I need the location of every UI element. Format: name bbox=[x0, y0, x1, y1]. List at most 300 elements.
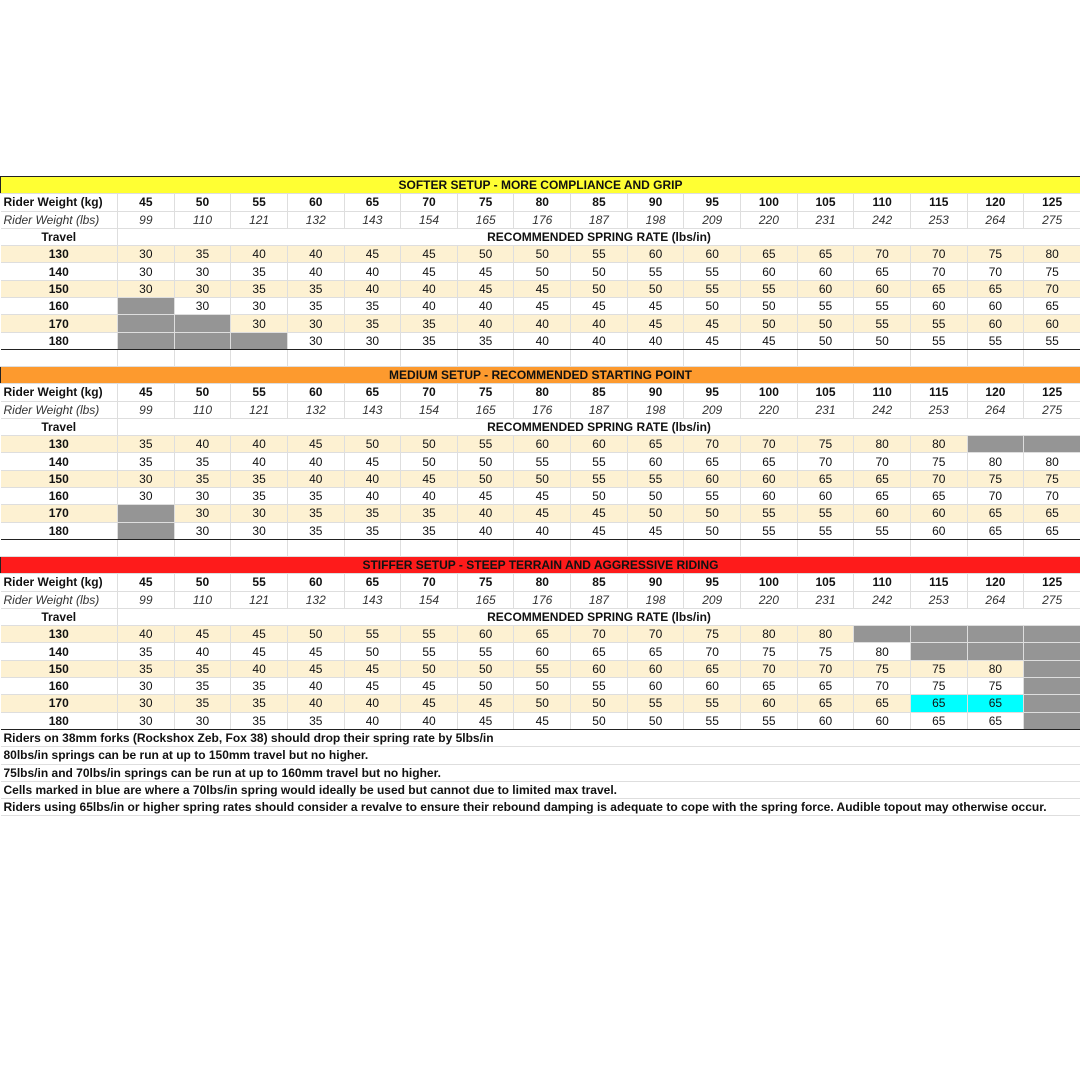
rate-cell: 75 bbox=[967, 246, 1024, 263]
rate-row bbox=[1, 488, 1080, 505]
rate-cell: 65 bbox=[797, 246, 854, 263]
rate-cell: 75 bbox=[1024, 263, 1080, 280]
spring-rate-sheet bbox=[0, 176, 1080, 816]
travel-header-row bbox=[1, 608, 1080, 625]
travel-value: 180 bbox=[1, 712, 118, 729]
rate-cell: 30 bbox=[118, 246, 175, 263]
rate-cell: 35 bbox=[231, 695, 288, 712]
rate-cell: 55 bbox=[684, 695, 741, 712]
rate-cell: 30 bbox=[118, 712, 175, 729]
travel-value: 160 bbox=[1, 488, 118, 505]
rate-cell: 55 bbox=[910, 332, 967, 349]
rate-cell: 65 bbox=[741, 453, 798, 470]
rate-cell: 80 bbox=[854, 643, 911, 660]
rate-cell: 45 bbox=[287, 643, 344, 660]
unavailable-cell bbox=[967, 643, 1024, 660]
weight-lbs-cell: 143 bbox=[344, 211, 401, 228]
rate-cell: 45 bbox=[514, 712, 571, 729]
empty-cell bbox=[627, 539, 684, 556]
unavailable-cell bbox=[967, 626, 1024, 643]
weight-lbs-cell: 143 bbox=[344, 591, 401, 608]
empty-cell bbox=[231, 349, 288, 366]
rate-cell: 55 bbox=[571, 246, 628, 263]
rate-cell: 35 bbox=[231, 488, 288, 505]
weight-kg-cell: 60 bbox=[287, 194, 344, 211]
rate-cell: 60 bbox=[514, 436, 571, 453]
rate-header: RECOMMENDED SPRING RATE (lbs/in) bbox=[118, 418, 1080, 435]
rate-cell: 35 bbox=[401, 315, 458, 332]
rate-cell: 40 bbox=[401, 298, 458, 315]
rate-cell: 30 bbox=[118, 470, 175, 487]
note-row bbox=[1, 799, 1080, 816]
rate-cell: 45 bbox=[344, 678, 401, 695]
rate-row bbox=[1, 678, 1080, 695]
rate-cell: 35 bbox=[231, 678, 288, 695]
rate-cell: 35 bbox=[287, 298, 344, 315]
rate-cell: 40 bbox=[287, 246, 344, 263]
rate-cell: 40 bbox=[174, 436, 231, 453]
rider-weight-lbs-label: Rider Weight (lbs) bbox=[1, 591, 118, 608]
rate-cell: 50 bbox=[571, 263, 628, 280]
rate-cell: 50 bbox=[627, 505, 684, 522]
rate-cell: 45 bbox=[514, 488, 571, 505]
rate-cell: 30 bbox=[231, 505, 288, 522]
section-title: SOFTER SETUP - MORE COMPLIANCE AND GRIP bbox=[1, 177, 1080, 194]
empty-cell bbox=[1024, 539, 1080, 556]
rate-row bbox=[1, 436, 1080, 453]
rate-cell: 45 bbox=[627, 315, 684, 332]
unavailable-cell bbox=[1024, 695, 1080, 712]
rate-cell: 35 bbox=[118, 643, 175, 660]
rate-cell: 30 bbox=[231, 298, 288, 315]
travel-value: 150 bbox=[1, 280, 118, 297]
rate-cell: 35 bbox=[118, 436, 175, 453]
rate-cell: 40 bbox=[231, 660, 288, 677]
weight-kg-cell: 60 bbox=[287, 384, 344, 401]
rate-cell: 55 bbox=[1024, 332, 1080, 349]
rate-cell: 80 bbox=[741, 626, 798, 643]
note-row bbox=[1, 764, 1080, 781]
rate-cell: 30 bbox=[118, 488, 175, 505]
rate-cell: 75 bbox=[967, 470, 1024, 487]
unavailable-cell bbox=[118, 522, 175, 539]
rate-cell: 60 bbox=[627, 453, 684, 470]
rate-cell: 60 bbox=[627, 246, 684, 263]
travel-value: 170 bbox=[1, 505, 118, 522]
weight-lbs-cell: 209 bbox=[684, 401, 741, 418]
rate-cell: 45 bbox=[457, 488, 514, 505]
rate-cell: 45 bbox=[514, 505, 571, 522]
rate-cell: 60 bbox=[797, 280, 854, 297]
rate-cell: 55 bbox=[797, 522, 854, 539]
weight-kg-cell: 75 bbox=[457, 384, 514, 401]
rate-cell: 50 bbox=[457, 678, 514, 695]
rate-cell: 30 bbox=[174, 488, 231, 505]
weight-lbs-cell: 110 bbox=[174, 591, 231, 608]
rate-cell: 50 bbox=[344, 643, 401, 660]
rate-cell: 65 bbox=[514, 626, 571, 643]
rate-cell: 40 bbox=[627, 332, 684, 349]
rate-cell: 50 bbox=[684, 522, 741, 539]
weight-lbs-cell: 154 bbox=[401, 591, 458, 608]
rate-cell: 30 bbox=[174, 298, 231, 315]
travel-value: 140 bbox=[1, 643, 118, 660]
rate-cell: 75 bbox=[684, 626, 741, 643]
rate-cell: 55 bbox=[571, 470, 628, 487]
rate-cell: 60 bbox=[627, 660, 684, 677]
rate-cell: 40 bbox=[344, 488, 401, 505]
rate-cell: 55 bbox=[344, 626, 401, 643]
rate-cell: 40 bbox=[344, 712, 401, 729]
rate-cell: 40 bbox=[571, 332, 628, 349]
rate-cell: 75 bbox=[910, 678, 967, 695]
empty-cell bbox=[401, 539, 458, 556]
unavailable-cell bbox=[910, 643, 967, 660]
unavailable-cell bbox=[118, 298, 175, 315]
empty-cell bbox=[457, 539, 514, 556]
rate-cell: 50 bbox=[627, 712, 684, 729]
empty-cell bbox=[741, 349, 798, 366]
rate-cell: 70 bbox=[967, 488, 1024, 505]
weight-lbs-cell: 264 bbox=[967, 211, 1024, 228]
weight-kg-cell: 125 bbox=[1024, 574, 1080, 591]
rate-cell: 50 bbox=[457, 246, 514, 263]
rate-cell: 70 bbox=[854, 678, 911, 695]
rate-row bbox=[1, 280, 1080, 297]
rate-cell: 65 bbox=[854, 488, 911, 505]
rate-cell: 75 bbox=[797, 436, 854, 453]
rate-cell: 50 bbox=[797, 315, 854, 332]
rider-weight-lbs-row bbox=[1, 401, 1080, 418]
rate-cell: 50 bbox=[797, 332, 854, 349]
rate-cell: 60 bbox=[571, 660, 628, 677]
rate-cell: 75 bbox=[797, 643, 854, 660]
rate-cell: 50 bbox=[344, 436, 401, 453]
unavailable-cell bbox=[174, 332, 231, 349]
rate-cell: 40 bbox=[457, 315, 514, 332]
rate-cell: 30 bbox=[344, 332, 401, 349]
weight-lbs-cell: 209 bbox=[684, 591, 741, 608]
unavailable-cell bbox=[1024, 643, 1080, 660]
rate-cell: 65 bbox=[854, 695, 911, 712]
rate-cell: 70 bbox=[684, 436, 741, 453]
rate-cell: 60 bbox=[1024, 315, 1080, 332]
rate-cell: 70 bbox=[910, 246, 967, 263]
weight-lbs-cell: 198 bbox=[627, 591, 684, 608]
empty-cell bbox=[571, 539, 628, 556]
rate-cell: 60 bbox=[741, 488, 798, 505]
rate-cell: 50 bbox=[684, 505, 741, 522]
weight-kg-cell: 120 bbox=[967, 574, 1024, 591]
weight-lbs-cell: 231 bbox=[797, 211, 854, 228]
weight-kg-cell: 110 bbox=[854, 194, 911, 211]
rate-cell: 40 bbox=[514, 522, 571, 539]
rate-cell: 60 bbox=[627, 678, 684, 695]
weight-kg-cell: 45 bbox=[118, 574, 175, 591]
weight-kg-cell: 115 bbox=[910, 574, 967, 591]
rate-cell: 55 bbox=[741, 712, 798, 729]
weight-lbs-cell: 242 bbox=[854, 591, 911, 608]
empty-cell bbox=[627, 349, 684, 366]
rate-cell: 35 bbox=[344, 505, 401, 522]
rate-cell: 30 bbox=[118, 678, 175, 695]
empty-cell bbox=[967, 349, 1024, 366]
rate-cell: 60 bbox=[967, 315, 1024, 332]
rider-weight-kg-row bbox=[1, 574, 1080, 591]
weight-kg-cell: 55 bbox=[231, 574, 288, 591]
rate-cell: 65 bbox=[627, 436, 684, 453]
rate-cell: 70 bbox=[571, 626, 628, 643]
rate-cell: 45 bbox=[627, 522, 684, 539]
rate-cell: 55 bbox=[910, 315, 967, 332]
rate-cell: 65 bbox=[571, 643, 628, 660]
rate-cell: 30 bbox=[231, 522, 288, 539]
empty-cell bbox=[684, 539, 741, 556]
weight-kg-cell: 105 bbox=[797, 194, 854, 211]
rate-cell: 50 bbox=[741, 315, 798, 332]
rate-cell: 65 bbox=[741, 678, 798, 695]
rider-weight-kg-row bbox=[1, 384, 1080, 401]
weight-kg-cell: 55 bbox=[231, 194, 288, 211]
weight-kg-cell: 55 bbox=[231, 384, 288, 401]
rider-weight-lbs-row bbox=[1, 211, 1080, 228]
rate-cell: 80 bbox=[910, 436, 967, 453]
rate-cell: 45 bbox=[287, 436, 344, 453]
rate-cell: 55 bbox=[797, 298, 854, 315]
rate-cell: 40 bbox=[344, 263, 401, 280]
rate-cell: 40 bbox=[514, 315, 571, 332]
rate-cell: 50 bbox=[514, 246, 571, 263]
rate-cell: 70 bbox=[684, 643, 741, 660]
rate-cell: 55 bbox=[514, 660, 571, 677]
rate-cell: 80 bbox=[1024, 453, 1080, 470]
rate-cell: 60 bbox=[854, 712, 911, 729]
rate-cell: 45 bbox=[627, 298, 684, 315]
rate-cell: 70 bbox=[741, 436, 798, 453]
weight-kg-cell: 125 bbox=[1024, 194, 1080, 211]
rate-cell: 60 bbox=[797, 488, 854, 505]
rate-cell: 45 bbox=[174, 626, 231, 643]
rate-cell: 65 bbox=[684, 453, 741, 470]
rider-weight-kg-label: Rider Weight (kg) bbox=[1, 574, 118, 591]
rate-row bbox=[1, 470, 1080, 487]
rate-cell: 60 bbox=[797, 712, 854, 729]
rate-cell: 50 bbox=[401, 660, 458, 677]
unavailable-cell bbox=[118, 315, 175, 332]
rate-row bbox=[1, 246, 1080, 263]
rate-cell: 65 bbox=[967, 505, 1024, 522]
weight-kg-cell: 90 bbox=[627, 384, 684, 401]
rate-cell: 55 bbox=[627, 263, 684, 280]
rate-cell: 35 bbox=[231, 263, 288, 280]
rate-cell: 35 bbox=[457, 332, 514, 349]
rate-cell: 45 bbox=[684, 332, 741, 349]
rate-cell: 60 bbox=[910, 505, 967, 522]
highlighted-rate-cell: 65 bbox=[967, 695, 1024, 712]
rate-cell: 35 bbox=[231, 712, 288, 729]
rate-cell: 35 bbox=[231, 280, 288, 297]
rate-cell: 35 bbox=[287, 488, 344, 505]
weight-kg-cell: 80 bbox=[514, 574, 571, 591]
weight-lbs-cell: 231 bbox=[797, 591, 854, 608]
unavailable-cell bbox=[967, 436, 1024, 453]
travel-value: 130 bbox=[1, 436, 118, 453]
rate-cell: 70 bbox=[797, 453, 854, 470]
empty-cell bbox=[1024, 349, 1080, 366]
weight-lbs-cell: 121 bbox=[231, 401, 288, 418]
rate-cell: 30 bbox=[118, 263, 175, 280]
note-row bbox=[1, 781, 1080, 798]
rate-cell: 75 bbox=[910, 660, 967, 677]
rate-cell: 65 bbox=[797, 678, 854, 695]
rate-cell: 35 bbox=[174, 660, 231, 677]
rate-cell: 35 bbox=[287, 280, 344, 297]
rate-cell: 60 bbox=[910, 522, 967, 539]
rate-cell: 55 bbox=[684, 263, 741, 280]
unavailable-cell bbox=[118, 505, 175, 522]
rate-cell: 80 bbox=[797, 626, 854, 643]
rate-cell: 35 bbox=[401, 332, 458, 349]
empty-cell bbox=[910, 349, 967, 366]
rate-cell: 60 bbox=[854, 280, 911, 297]
empty-cell bbox=[910, 539, 967, 556]
travel-value: 150 bbox=[1, 660, 118, 677]
rate-cell: 65 bbox=[1024, 522, 1080, 539]
rate-cell: 70 bbox=[854, 453, 911, 470]
weight-kg-cell: 85 bbox=[571, 194, 628, 211]
rate-cell: 50 bbox=[514, 695, 571, 712]
travel-label: Travel bbox=[1, 418, 118, 435]
rate-cell: 60 bbox=[684, 246, 741, 263]
rate-cell: 55 bbox=[684, 712, 741, 729]
rate-cell: 45 bbox=[457, 280, 514, 297]
weight-kg-cell: 50 bbox=[174, 194, 231, 211]
rate-cell: 50 bbox=[854, 332, 911, 349]
empty-cell bbox=[514, 349, 571, 366]
weight-kg-cell: 120 bbox=[967, 384, 1024, 401]
empty-cell bbox=[1, 539, 118, 556]
rate-cell: 75 bbox=[741, 643, 798, 660]
weight-kg-cell: 50 bbox=[174, 384, 231, 401]
rate-cell: 55 bbox=[854, 315, 911, 332]
weight-lbs-cell: 110 bbox=[174, 401, 231, 418]
weight-lbs-cell: 132 bbox=[287, 211, 344, 228]
rate-cell: 40 bbox=[231, 436, 288, 453]
weight-lbs-cell: 132 bbox=[287, 591, 344, 608]
weight-kg-cell: 120 bbox=[967, 194, 1024, 211]
unavailable-cell bbox=[1024, 626, 1080, 643]
rate-cell: 70 bbox=[967, 263, 1024, 280]
rate-cell: 50 bbox=[741, 298, 798, 315]
weight-lbs-cell: 121 bbox=[231, 211, 288, 228]
rate-cell: 40 bbox=[401, 488, 458, 505]
travel-header-row bbox=[1, 418, 1080, 435]
empty-cell bbox=[174, 539, 231, 556]
rate-cell: 50 bbox=[457, 470, 514, 487]
rate-cell: 40 bbox=[457, 298, 514, 315]
rate-row bbox=[1, 643, 1080, 660]
weight-lbs-cell: 242 bbox=[854, 211, 911, 228]
rate-cell: 45 bbox=[287, 660, 344, 677]
rate-cell: 55 bbox=[627, 695, 684, 712]
empty-cell bbox=[571, 349, 628, 366]
note-row bbox=[1, 747, 1080, 764]
empty-cell bbox=[118, 539, 175, 556]
weight-lbs-cell: 253 bbox=[910, 211, 967, 228]
rate-cell: 65 bbox=[627, 643, 684, 660]
empty-cell bbox=[344, 349, 401, 366]
rate-cell: 45 bbox=[401, 678, 458, 695]
rate-cell: 30 bbox=[174, 505, 231, 522]
rate-cell: 60 bbox=[741, 695, 798, 712]
rate-cell: 65 bbox=[910, 712, 967, 729]
rate-row bbox=[1, 315, 1080, 332]
weight-lbs-cell: 242 bbox=[854, 401, 911, 418]
rate-cell: 60 bbox=[514, 643, 571, 660]
rate-cell: 30 bbox=[174, 712, 231, 729]
weight-lbs-cell: 187 bbox=[571, 211, 628, 228]
rate-cell: 35 bbox=[174, 470, 231, 487]
travel-value: 130 bbox=[1, 246, 118, 263]
travel-value: 180 bbox=[1, 332, 118, 349]
travel-value: 130 bbox=[1, 626, 118, 643]
rate-cell: 65 bbox=[967, 522, 1024, 539]
empty-cell bbox=[457, 349, 514, 366]
unavailable-cell bbox=[1024, 678, 1080, 695]
weight-lbs-cell: 253 bbox=[910, 591, 967, 608]
empty-cell bbox=[797, 349, 854, 366]
weight-kg-cell: 90 bbox=[627, 574, 684, 591]
rate-row bbox=[1, 332, 1080, 349]
rate-header: RECOMMENDED SPRING RATE (lbs/in) bbox=[118, 228, 1080, 245]
weight-kg-cell: 115 bbox=[910, 194, 967, 211]
note-row bbox=[1, 729, 1080, 746]
rate-cell: 60 bbox=[571, 436, 628, 453]
rate-row bbox=[1, 660, 1080, 677]
rate-cell: 45 bbox=[514, 298, 571, 315]
rate-cell: 50 bbox=[287, 626, 344, 643]
rate-cell: 55 bbox=[741, 280, 798, 297]
note-text: Riders on 38mm forks (Rockshox Zeb, Fox 38) should drop their spring rate by 5lbs/in bbox=[1, 729, 1080, 746]
travel-value: 160 bbox=[1, 298, 118, 315]
rate-cell: 45 bbox=[457, 263, 514, 280]
travel-value: 180 bbox=[1, 522, 118, 539]
rate-cell: 45 bbox=[344, 660, 401, 677]
rate-row bbox=[1, 505, 1080, 522]
rate-cell: 65 bbox=[910, 488, 967, 505]
rate-cell: 40 bbox=[344, 695, 401, 712]
rate-cell: 55 bbox=[741, 505, 798, 522]
empty-cell bbox=[967, 539, 1024, 556]
rate-cell: 40 bbox=[401, 712, 458, 729]
rate-cell: 45 bbox=[457, 695, 514, 712]
travel-value: 170 bbox=[1, 695, 118, 712]
weight-kg-cell: 105 bbox=[797, 574, 854, 591]
weight-kg-cell: 45 bbox=[118, 384, 175, 401]
travel-label: Travel bbox=[1, 228, 118, 245]
note-text: 80lbs/in springs can be run at up to 150mm travel but no higher. bbox=[1, 747, 1080, 764]
weight-kg-cell: 90 bbox=[627, 194, 684, 211]
rate-cell: 55 bbox=[741, 522, 798, 539]
weight-lbs-cell: 99 bbox=[118, 591, 175, 608]
rate-cell: 30 bbox=[287, 315, 344, 332]
rate-cell: 50 bbox=[457, 453, 514, 470]
rate-cell: 70 bbox=[1024, 488, 1080, 505]
weight-kg-cell: 105 bbox=[797, 384, 854, 401]
empty-cell bbox=[287, 349, 344, 366]
weight-lbs-cell: 165 bbox=[457, 401, 514, 418]
unavailable-cell bbox=[910, 626, 967, 643]
